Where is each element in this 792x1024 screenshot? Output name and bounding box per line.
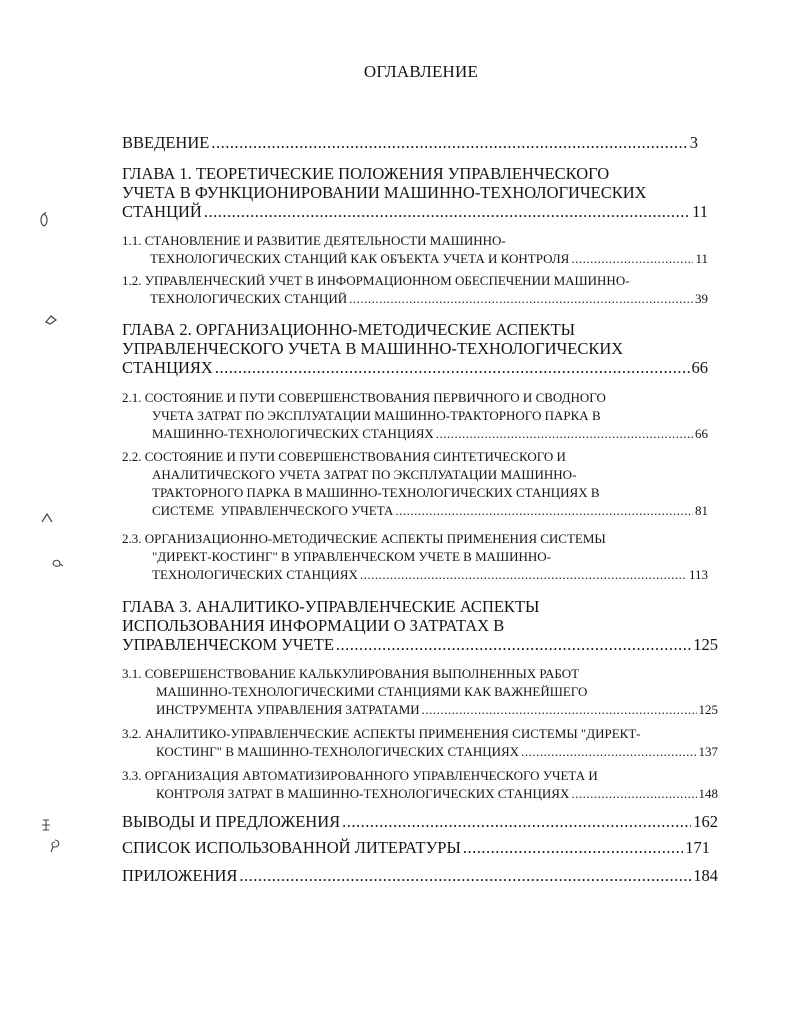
margin-mark-icon bbox=[50, 556, 64, 568]
entry-text: УПРАВЛЕНЧЕСКИЙ УЧЕТ В ИНФОРМАЦИОННОМ ОБЕСПЕЧЕНИИ МАШИННО- bbox=[144, 273, 630, 288]
leader-dots bbox=[395, 502, 693, 520]
toc-entry-literature[interactable] bbox=[122, 838, 710, 857]
toc-entry-section-1-1[interactable] bbox=[122, 232, 708, 268]
entry-text: КОНТРОЛЯ ЗАТРАТ В МАШИННО-ТЕХНОЛОГИЧЕСКИХ СТАНЦИЯХ bbox=[156, 786, 570, 801]
entry-text: СТАНЦИЙ bbox=[122, 202, 202, 221]
toc-entry-section-3-3[interactable] bbox=[122, 767, 718, 803]
margin-mark-icon bbox=[48, 838, 62, 854]
leader-dots bbox=[360, 566, 687, 584]
toc-entry-chapter-3[interactable] bbox=[122, 597, 718, 654]
entry-text: "ДИРЕКТ-КОСТИНГ" В УПРАВЛЕНЧЕСКОМ УЧЕТЕ В МАШИННО- bbox=[152, 549, 552, 564]
section-number: 3.2. bbox=[122, 726, 142, 741]
leader-dots bbox=[463, 838, 683, 857]
toc-entry-section-3-1[interactable] bbox=[122, 665, 718, 719]
page-number: 66 bbox=[695, 426, 708, 441]
entry-text: ОРГАНИЗАЦИЯ АВТОМАТИЗИРОВАННОГО УПРАВЛЕНЧЕСКОГО УЧЕТА И bbox=[144, 768, 598, 783]
section-number: 1.1. bbox=[122, 233, 142, 248]
page-number: 148 bbox=[698, 786, 718, 801]
entry-text: ИСПОЛЬЗОВАНИЯ ИНФОРМАЦИИ О ЗАТРАТАХ В bbox=[122, 616, 505, 635]
entry-text: УПРАВЛЕНЧЕСКОМ УЧЕТЕ bbox=[122, 635, 334, 654]
leader-dots bbox=[211, 133, 687, 152]
leader-dots bbox=[349, 290, 693, 308]
entry-text: УЧЕТА ЗАТРАТ ПО ЭКСПЛУАТАЦИИ МАШИННО-ТРАКТОРНОГО ПАРКА В bbox=[152, 408, 601, 423]
toc-entry-chapter-1[interactable] bbox=[122, 164, 708, 221]
entry-text: УПРАВЛЕНЧЕСКОГО УЧЕТА В МАШИННО-ТЕХНОЛОГИЧЕСКИХ bbox=[122, 339, 624, 358]
leader-dots bbox=[336, 635, 691, 654]
leader-dots bbox=[215, 358, 690, 377]
entry-text: ОРГАНИЗАЦИОННО-МЕТОДИЧЕСКИЕ АСПЕКТЫ ПРИМЕНЕНИЯ СИСТЕМЫ bbox=[144, 531, 606, 546]
entry-text: СИСТЕМЕ УПРАВЛЕНЧЕСКОГО УЧЕТА bbox=[152, 503, 394, 518]
entry-text: СТАНОВЛЕНИЕ И РАЗВИТИЕ ДЕЯТЕЛЬНОСТИ МАШИННО- bbox=[144, 233, 506, 248]
entry-text: УЧЕТА В ФУНКЦИОНИРОВАНИИ МАШИННО-ТЕХНОЛОГИЧЕСКИХ bbox=[122, 183, 647, 202]
toc-entry-appendix[interactable] bbox=[122, 866, 718, 885]
page-number: 171 bbox=[685, 838, 710, 857]
toc-entry-introduction[interactable] bbox=[122, 133, 698, 152]
entry-text: ТРАКТОРНОГО ПАРКА В МАШИННО-ТЕХНОЛОГИЧЕСКИХ СТАНЦИЯХ В bbox=[152, 485, 600, 500]
entry-text: СОСТОЯНИЕ И ПУТИ СОВЕРШЕНСТВОВАНИЯ ПЕРВИЧНОГО И СВОДНОГО bbox=[144, 390, 606, 405]
section-number: 2.3. bbox=[122, 531, 142, 546]
entry-text: ИНСТРУМЕНТА УПРАВЛЕНИЯ ЗАТРАТАМИ bbox=[156, 702, 420, 717]
section-number: 1.2. bbox=[122, 273, 142, 288]
entry-text: ПРИЛОЖЕНИЯ bbox=[122, 866, 238, 885]
page-number: 137 bbox=[698, 744, 718, 759]
entry-text: МАШИННО-ТЕХНОЛОГИЧЕСКИМИ СТАНЦИЯМИ КАК ВАЖНЕЙШЕГО bbox=[156, 684, 588, 699]
toc-entry-conclusions[interactable] bbox=[122, 812, 718, 831]
margin-mark-icon bbox=[44, 314, 58, 326]
toc-entry-section-2-1[interactable] bbox=[122, 389, 708, 443]
page-number: 113 bbox=[688, 567, 708, 582]
entry-text: ГЛАВА 3. АНАЛИТИКО-УПРАВЛЕНЧЕСКИЕ АСПЕКТЫ bbox=[122, 597, 540, 616]
entry-text: МАШИННО-ТЕХНОЛОГИЧЕСКИХ СТАНЦИЯХ bbox=[152, 426, 434, 441]
section-number: 3.1. bbox=[122, 666, 142, 681]
entry-text: АНАЛИТИКО-УПРАВЛЕНЧЕСКИЕ АСПЕКТЫ ПРИМЕНЕНИЯ СИСТЕМЫ "ДИРЕКТ- bbox=[144, 726, 641, 741]
entry-text: ТЕХНОЛОГИЧЕСКИХ СТАНЦИЙ КАК ОБЪЕКТА УЧЕТА И КОНТРОЛЯ bbox=[150, 251, 570, 266]
toc-entry-section-1-2[interactable] bbox=[122, 272, 708, 308]
margin-mark-icon bbox=[40, 818, 52, 832]
leader-dots bbox=[204, 202, 690, 221]
toc-entry-section-3-2[interactable] bbox=[122, 725, 718, 761]
page-number: 3 bbox=[689, 133, 698, 152]
page-number: 39 bbox=[695, 291, 708, 306]
page-number: 162 bbox=[693, 812, 718, 831]
entry-text: ГЛАВА 2. ОРГАНИЗАЦИОННО-МЕТОДИЧЕСКИЕ АСПЕКТЫ bbox=[122, 320, 576, 339]
toc-entry-section-2-3[interactable] bbox=[122, 530, 708, 584]
leader-dots bbox=[436, 425, 693, 443]
page-number: 125 bbox=[698, 702, 718, 717]
entry-text: АНАЛИТИЧЕСКОГО УЧЕТА ЗАТРАТ ПО ЭКСПЛУАТАЦИИ МАШИННО- bbox=[152, 467, 577, 482]
entry-text: СТАНЦИЯХ bbox=[122, 358, 213, 377]
entry-text: СОСТОЯНИЕ И ПУТИ СОВЕРШЕНСТВОВАНИЯ СИНТЕТИЧЕСКОГО И bbox=[144, 449, 566, 464]
entry-text: КОСТИНГ" В МАШИННО-ТЕХНОЛОГИЧЕСКИХ СТАНЦИЯХ bbox=[156, 744, 520, 759]
page-number: 125 bbox=[693, 635, 718, 654]
entry-text: СПИСОК ИСПОЛЬЗОВАННОЙ ЛИТЕРАТУРЫ bbox=[122, 838, 461, 857]
section-number: 2.1. bbox=[122, 390, 142, 405]
page-number: 184 bbox=[693, 866, 718, 885]
entry-text: ВЫВОДЫ И ПРЕДЛОЖЕНИЯ bbox=[122, 812, 341, 831]
toc-entry-chapter-2[interactable] bbox=[122, 320, 708, 377]
entry-text: ВВЕДЕНИЕ bbox=[122, 133, 210, 152]
page-number: 66 bbox=[691, 358, 708, 377]
leader-dots bbox=[521, 743, 696, 761]
section-number: 2.2. bbox=[122, 449, 142, 464]
leader-dots bbox=[239, 866, 691, 885]
leader-dots bbox=[422, 701, 697, 719]
entry-text: ТЕХНОЛОГИЧЕСКИХ СТАНЦИЯХ bbox=[152, 567, 358, 582]
section-number: 3.3. bbox=[122, 768, 142, 783]
page-title: ОГЛАВЛЕНИЕ bbox=[363, 62, 479, 81]
leader-dots bbox=[342, 812, 691, 831]
toc-entry-section-2-2[interactable] bbox=[122, 448, 708, 520]
leader-dots bbox=[571, 250, 693, 268]
page-number: 81 bbox=[695, 503, 708, 518]
entry-text: ГЛАВА 1. ТЕОРЕТИЧЕСКИЕ ПОЛОЖЕНИЯ УПРАВЛЕНЧЕСКОГО bbox=[122, 164, 610, 183]
entry-text: СОВЕРШЕНСТВОВАНИЕ КАЛЬКУЛИРОВАНИЯ ВЫПОЛНЕННЫХ РАБОТ bbox=[144, 666, 580, 681]
leader-dots bbox=[571, 785, 696, 803]
page-number: 11 bbox=[695, 251, 708, 266]
page-number: 11 bbox=[692, 202, 708, 221]
entry-text: ТЕХНОЛОГИЧЕСКИХ СТАНЦИЙ bbox=[150, 291, 348, 306]
margin-mark-icon bbox=[40, 512, 54, 524]
margin-mark-icon bbox=[38, 212, 50, 228]
